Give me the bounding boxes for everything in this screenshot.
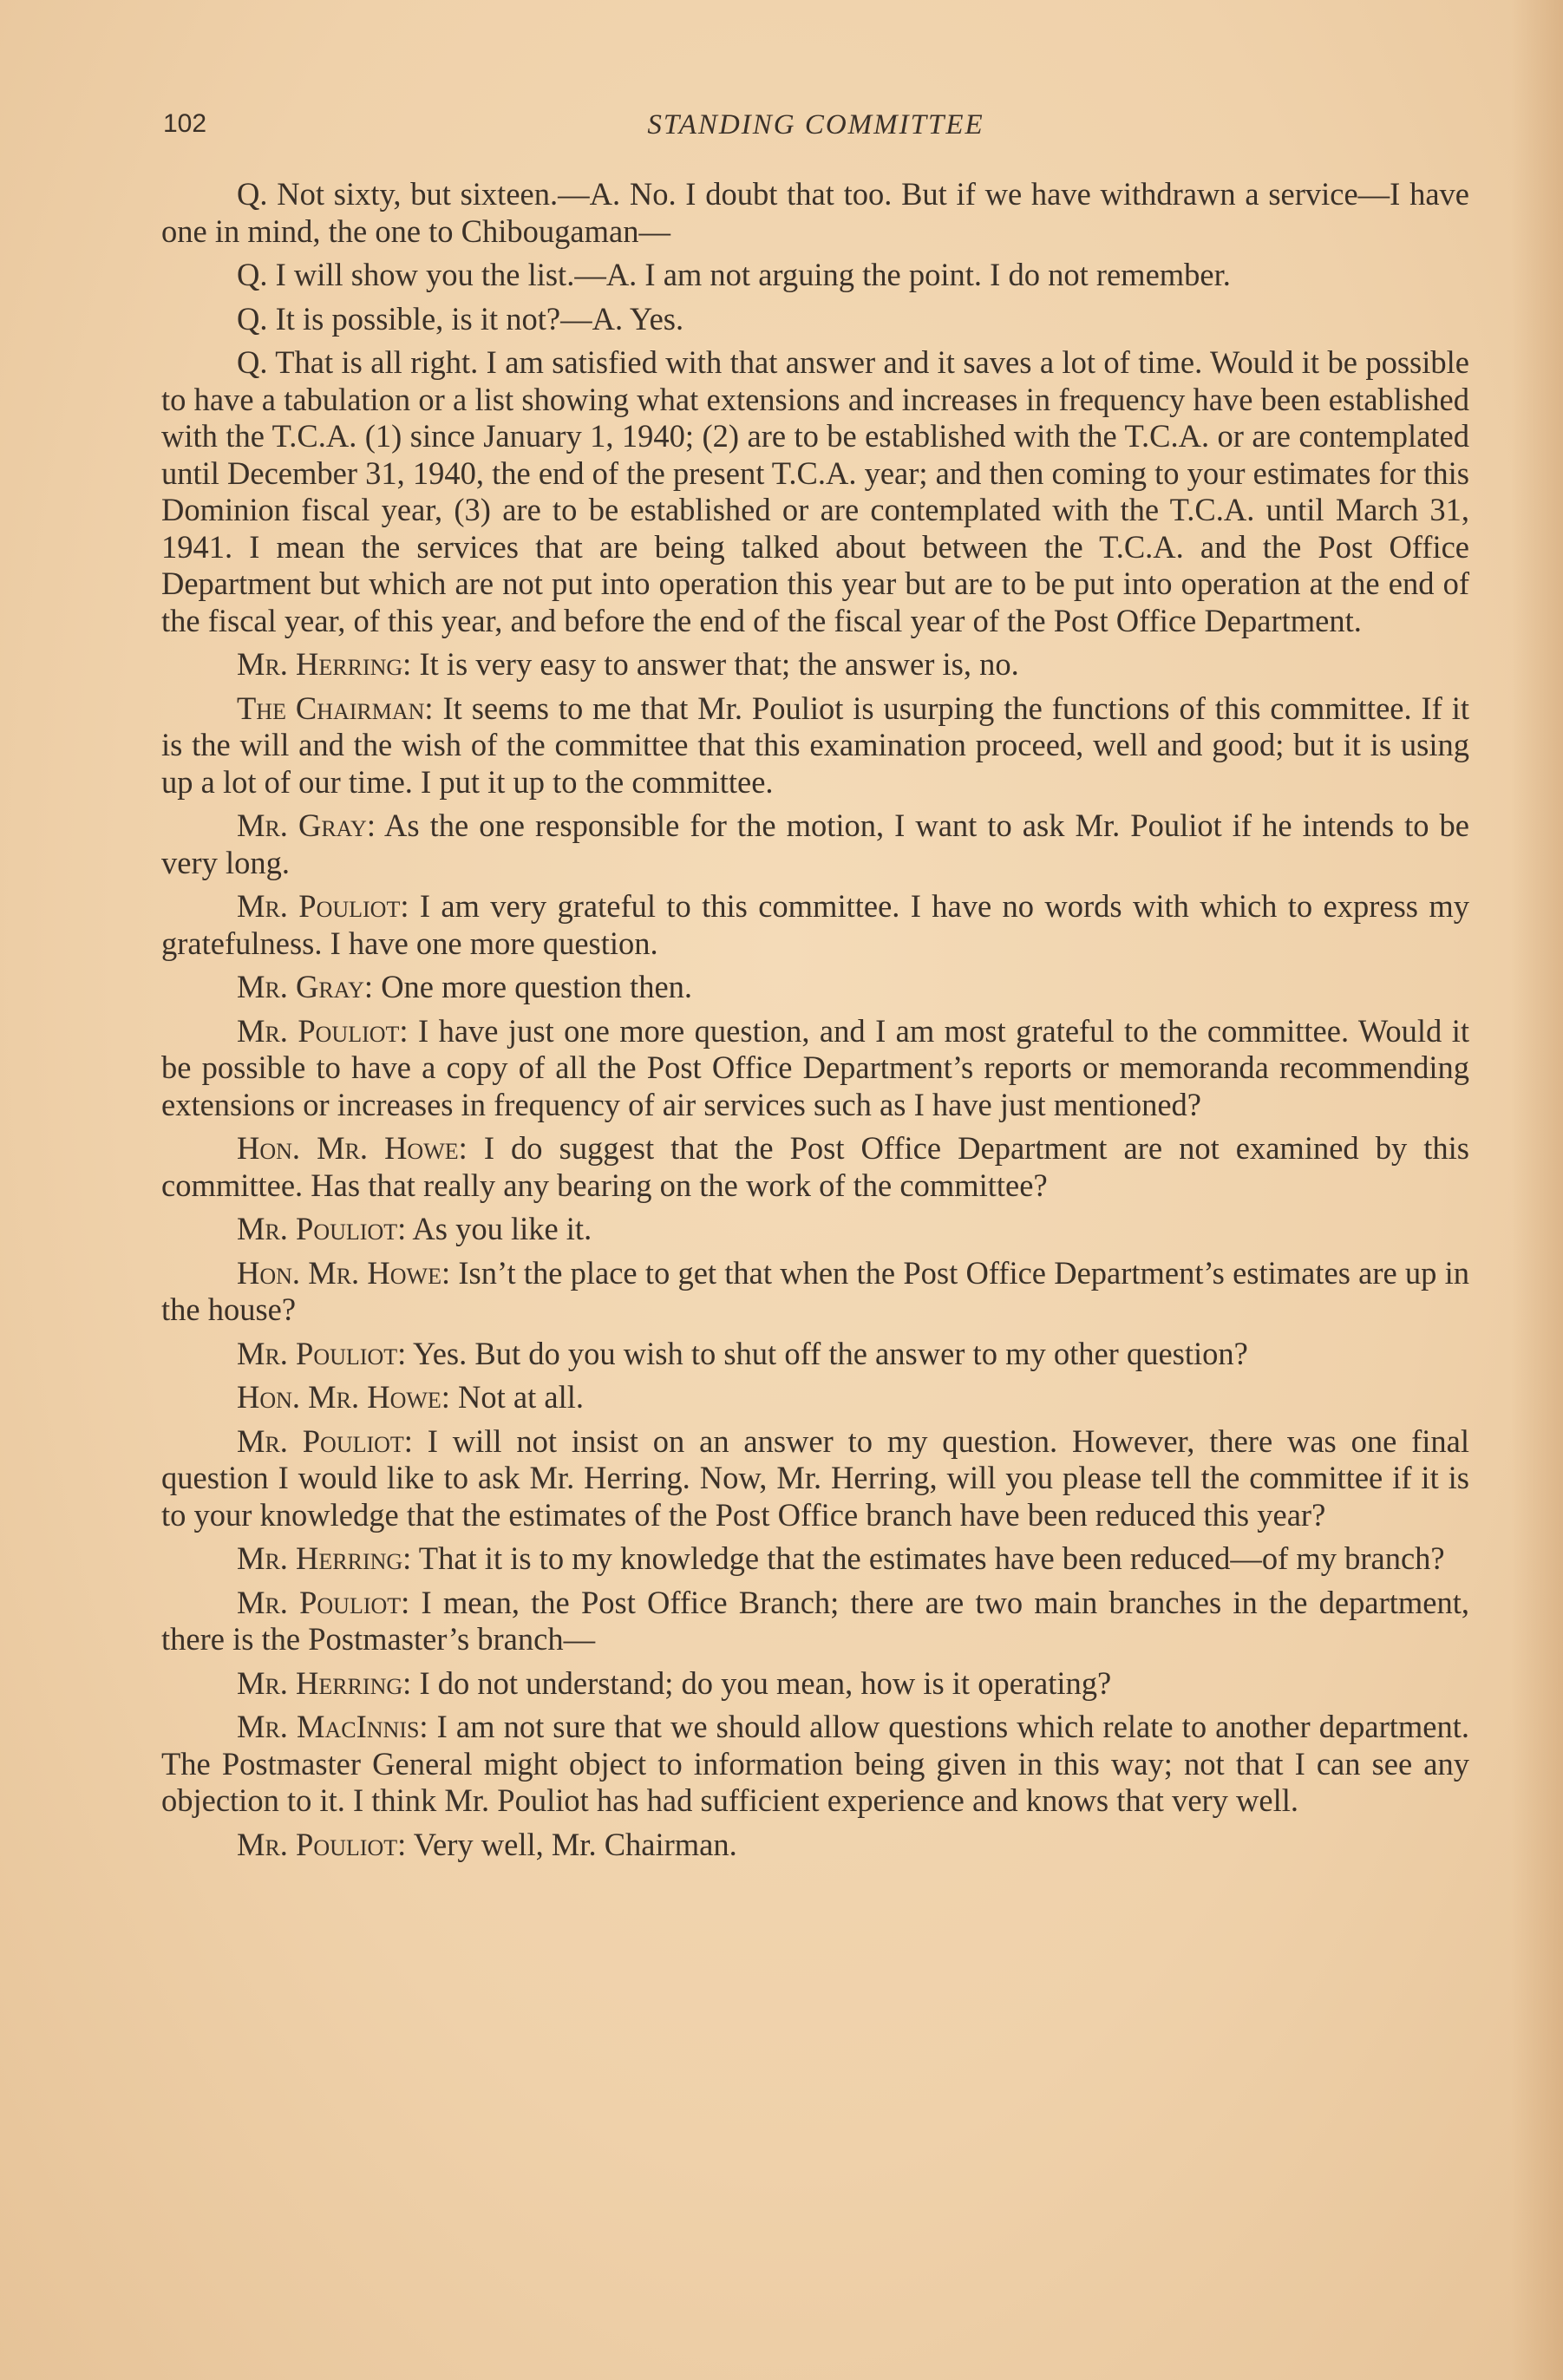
speaker-name: Mr. Pouliot: [237, 1211, 407, 1246]
paragraph-text: Q. I will show you the list.—A. I am not arguing the point. I do not remember. [237, 257, 1231, 292]
paragraph-2 [161, 257, 1469, 294]
paragraph-11 [161, 1130, 1469, 1204]
speaker-name: Mr. Gray: [237, 808, 376, 843]
paragraph-text: Yes. But do you wish to shut off the answer to my other question? [413, 1335, 1248, 1371]
paragraph-16 [161, 1423, 1469, 1534]
paragraph-text: I am very grateful to this committee. I have no words with which to express my gratefulness. I have one more question. [161, 888, 1469, 961]
paragraph-21 [161, 1827, 1469, 1864]
paragraph-text: Isn’t the place to get that when the Post Office Department’s estimates are up in the house? [161, 1254, 1470, 1327]
paragraph-1 [161, 176, 1469, 250]
speaker-name: Mr. Pouliot: [237, 1335, 407, 1371]
speaker-name: Mr. Herring: [237, 1540, 412, 1576]
paragraph-text: One more question then. [381, 969, 693, 1004]
paragraph-3 [161, 301, 1469, 338]
paragraph-7 [161, 808, 1469, 881]
paragraph-13 [161, 1255, 1469, 1329]
paragraph-12 [161, 1211, 1469, 1248]
page-number: 102 [163, 109, 207, 138]
speaker-name: Mr. Gray: [237, 969, 374, 1004]
paragraph-text: I do suggest that the Post Office Department are not examined by this committee. Has that really any bearing on the work of the committee? [161, 1130, 1470, 1203]
speaker-name: Mr. Pouliot: [237, 1012, 409, 1049]
paragraph-19 [161, 1665, 1469, 1703]
paragraph-text: I will not insist on an answer to my question. However, there was one final question I would like to ask Mr. Herring. Now, Mr. Herring, will you please tell the committee if it is to your knowledge that the estimates of the Post Office branch have been reduced this year? [161, 1422, 1470, 1533]
speaker-name: Hon. Mr. Howe: [237, 1254, 451, 1291]
paragraph-text: As the one responsible for the motion, I want to ask Mr. Pouliot if he intends to be very long. [161, 808, 1469, 880]
page-header [163, 109, 1468, 153]
paragraph-6 [161, 690, 1469, 801]
speaker-name: Hon. Mr. Howe: [237, 1130, 468, 1166]
speaker-name: Mr. Pouliot: [237, 1422, 413, 1459]
body-text [161, 176, 1469, 1870]
paragraph-text: Not at all. [458, 1379, 584, 1415]
paragraph-text: It is very easy to answer that; the answer is, no. [419, 646, 1019, 682]
paragraph-text: I do not understand; do you mean, how is it operating? [419, 1664, 1112, 1701]
running-title: STANDING COMMITTEE [647, 109, 984, 141]
paragraph-10 [161, 1013, 1469, 1124]
paragraph-18 [161, 1585, 1469, 1658]
paragraph-text: Q. Not sixty, but sixteen.—A. No. I doubt that too. But if we have withdrawn a service—I have one in mind, the one to Chibougaman— [161, 176, 1469, 249]
paragraph-17 [161, 1540, 1469, 1578]
paragraph-20 [161, 1709, 1469, 1820]
paragraph-9 [161, 969, 1469, 1006]
paragraph-14 [161, 1336, 1469, 1373]
paragraph-text: Q. That is all right. I am satisfied with that answer and it saves a lot of time. Would it be possible to have a tabulation or a list showing what extensions and increases in frequency have been established with the T.C.A. (1) since January 1, 1940; (2) are to be established with the T.C.A. or are contemplated until December 31, 1940, the end of the present T.C.A. year; and then coming to your estimates for this Dominion fiscal year, (3) are to be established or are contemplated with the T.C.A. until March 31, 1941. I mean the services that are being talked about between the T.C.A. and the Post Office Department but which are not put into operation this year but are to be put into operation at the end of the fiscal year, of this year, and before the end of the fiscal year of the Post Office Department. [161, 344, 1469, 638]
paragraph-8 [161, 888, 1469, 962]
paragraph-text: I am not sure that we should allow questions which relate to another department. The Postmaster General might object to information being given in this way; not that I can see any objection to it. I think Mr. Pouliot has had sufficient experience and knows that very well. [161, 1709, 1470, 1818]
speaker-name: Mr. Pouliot: [237, 1826, 407, 1862]
paragraph-text: That it is to my knowledge that the estimates have been reduced—of my branch? [418, 1540, 1445, 1576]
speaker-name: The Chairman: [237, 690, 434, 726]
page-edge-shadow [1511, 0, 1563, 2380]
paragraph-text: It seems to me that Mr. Pouliot is usurping the functions of this committee. If it is the will and the wish of the committee that this examination proceed, well and good; but it is using up a lot of our time. I put it up to the committee. [161, 690, 1470, 800]
paragraph-text: Very well, Mr. Chairman. [413, 1826, 737, 1862]
paragraph-15 [161, 1379, 1469, 1416]
paragraph-text: As you like it. [412, 1211, 592, 1246]
speaker-name: Mr. Herring: [237, 646, 412, 682]
paragraph-4 [161, 344, 1469, 639]
speaker-name: Mr. Pouliot: [237, 1584, 410, 1620]
paragraph-text: Q. It is possible, is it not?—A. Yes. [237, 300, 684, 337]
speaker-name: Hon. Mr. Howe: [237, 1379, 450, 1415]
paragraph-5 [161, 646, 1469, 683]
speaker-name: Mr. MacInnis: [237, 1709, 428, 1744]
speaker-name: Mr. Herring: [237, 1664, 412, 1701]
paragraph-text: I mean, the Post Office Branch; there are two main branches in the department, there is the Postmaster’s branch— [161, 1584, 1469, 1657]
paragraph-text: I have just one more question, and I am most grateful to the committee. Would it be possible to have a copy of all the Post Office Department’s reports or memoranda recommending extensions or increases in frequency of air services such as I have just mentioned? [161, 1012, 1469, 1122]
speaker-name: Mr. Pouliot: [237, 888, 409, 924]
